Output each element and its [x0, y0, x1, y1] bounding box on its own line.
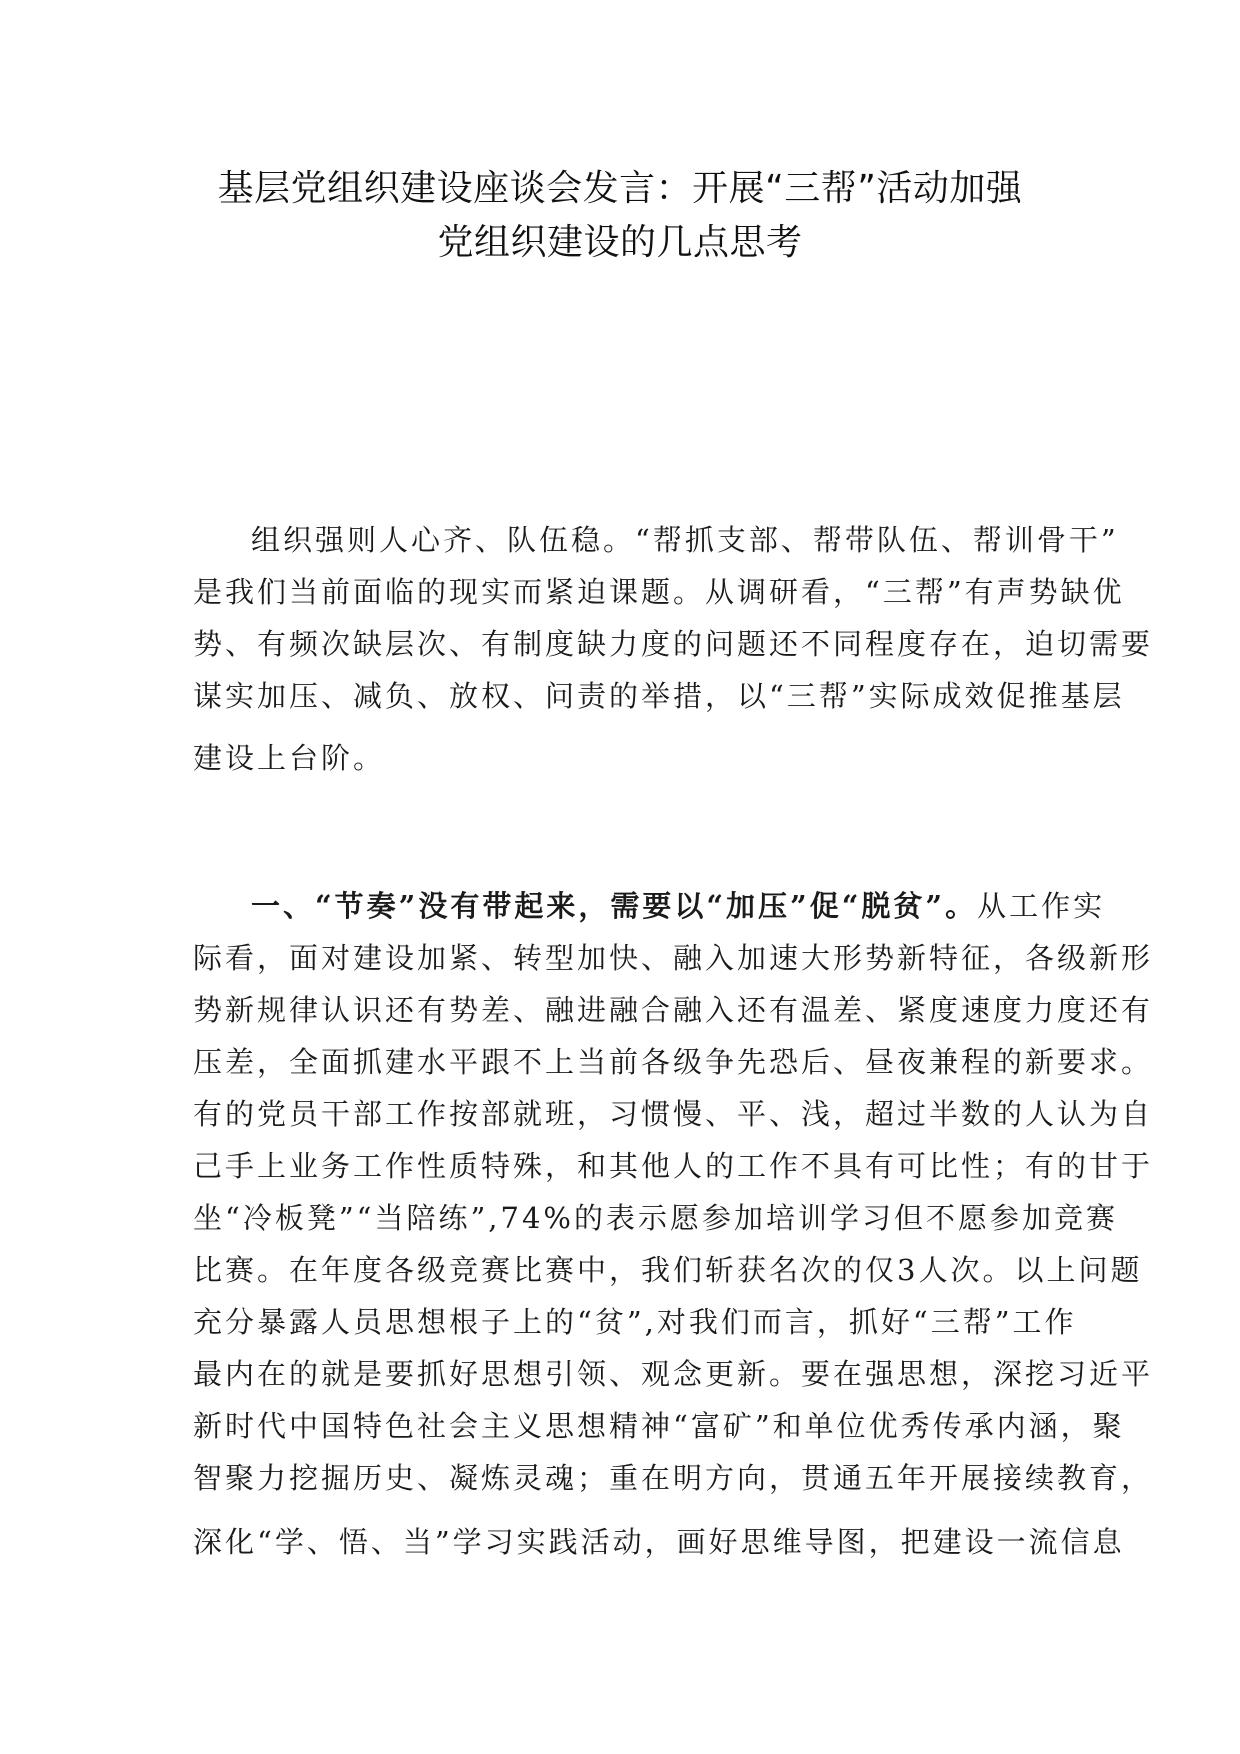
paragraph-section-one [193, 880, 1154, 1568]
section-heading: 一、“节奏”没有带起来，需要以“加压”促“脱贫”。 [251, 889, 978, 923]
section-first-line [193, 880, 1106, 932]
paragraph-line: 有的党员干部工作按部就班，习惯慢、平、浅，超过半数的人认为自 [193, 1097, 1154, 1131]
paragraph-intro [193, 514, 1154, 784]
document-title [150, 162, 1090, 270]
paragraph-line: 比赛。在年度各级竞赛比赛中，我们斩获名次的仅3人次。以上问题 [193, 1253, 1143, 1287]
paragraph-line: 际看，面对建设加紧、转型加快、融入加速大形势新特征，各级新形 [193, 941, 1154, 975]
paragraph-line: 新时代中国特色社会主义思想精神“富矿”和单位优秀传承内涵，聚 [193, 1409, 1125, 1443]
paragraph-line: 势、有频次缺层次、有制度缺力度的问题还不同程度存在，迫切需要 [193, 627, 1154, 661]
paragraph-line: 充分暴露人员思想根子上的“贫”,对我们而言，抓好“三帮”工作 [193, 1305, 1077, 1339]
title-line-1: 基层党组织建设座谈会发言：开展“三帮”活动加强 [217, 168, 1023, 209]
paragraph-line: 最内在的就是要抓好思想引领、观念更新。要在强思想，深挖习近平 [193, 1357, 1154, 1391]
paragraph-line: 谋实加压、减负、放权、问责的举措，以“三帮”实际成效促推基层 [193, 679, 1125, 713]
paragraph-line: 是我们当前面临的现实而紧迫课题。从调研看，“三帮”有声势缺优 [193, 575, 1125, 609]
paragraph-line: 智聚力挖掘历史、凝炼灵魂；重在明方向，贯通五年开展接续教育， [193, 1461, 1154, 1495]
paragraph-line: 深化“学、悟、当”学习实践活动，画好思维导图，把建设一流信息 [193, 1525, 1125, 1559]
paragraph-line: 坐“冷板凳”“当陪练”,74%的表示愿参加培训学习但不愿参加竞赛 [193, 1201, 1118, 1235]
paragraph-line: 建设上台阶。 [193, 741, 386, 775]
paragraph-line: 压差，全面抓建水平跟不上当前各级争先恐后、昼夜兼程的新要求。 [193, 1045, 1154, 1079]
section-first-line-rest: 从工作实 [977, 889, 1106, 923]
title-line-2: 党组织建设的几点思考 [437, 222, 803, 263]
paragraph-line: 组织强则人心齐、队伍稳。“帮抓支部、帮带队伍、帮训骨干” [251, 523, 1119, 557]
paragraph-line: 势新规律认识还有势差、融进融合融入还有温差、紧度速度力度还有 [193, 993, 1154, 1027]
paragraph-line: 己手上业务工作性质特殊，和其他人的工作不具有可比性；有的甘于 [193, 1149, 1154, 1183]
